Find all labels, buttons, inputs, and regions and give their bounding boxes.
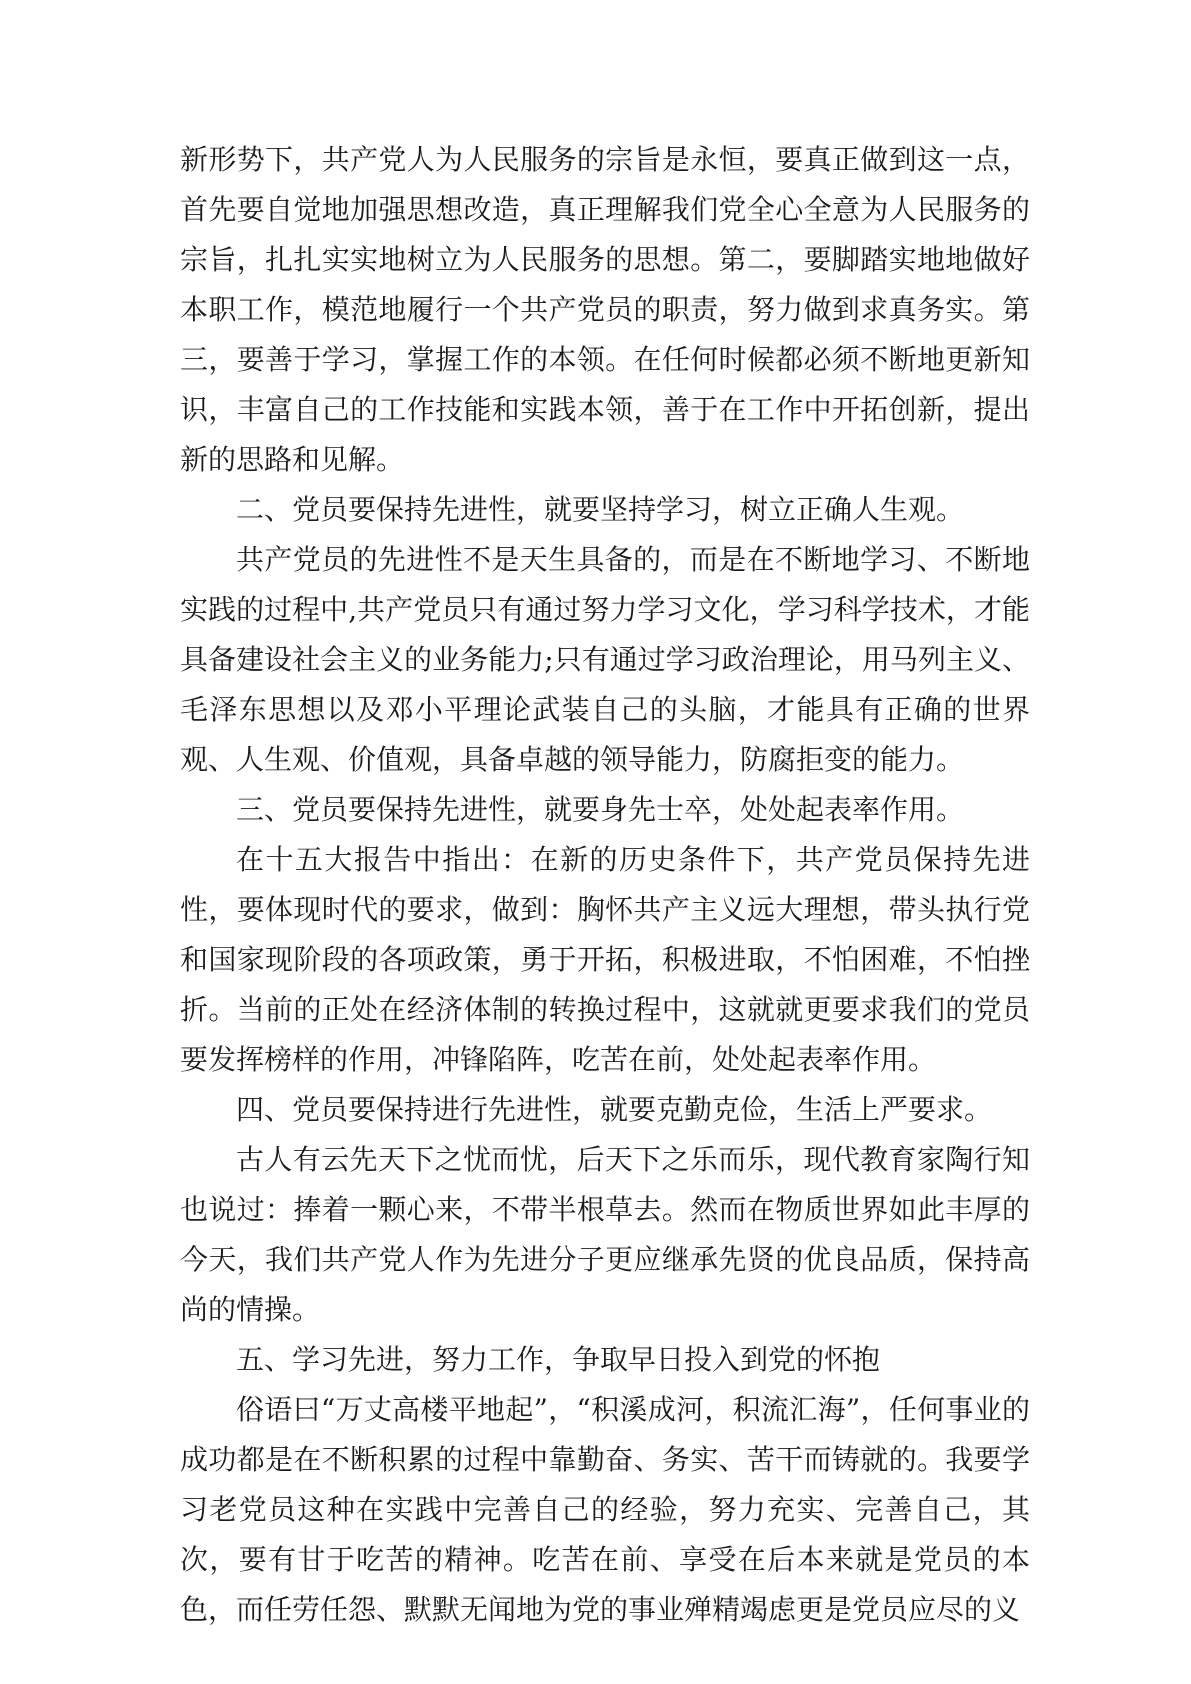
- paragraph-section-3: 在十五大报告中指出：在新的历史条件下，共产党员保持先进性，要体现时代的要求，做到：胸怀共产主义远大理想，带头执行党和国家现阶段的各项政策，勇于开拓，积极进取，不怕困难，不怕挫折。当前的正处在经济体制的转换过程中，这就就更要求我们的党员要发挥榜样的作用，冲锋陷阵，吃苦在前，处处起表率作用。: [180, 843, 1030, 1076]
- section-heading-4: 四、党员要保持进行先进性，就要克勤克俭，生活上严要求。: [236, 1093, 993, 1126]
- paragraph-section-4: 古人有云先天下之忧而忧，后天下之乐而乐，现代教育家陶行知也说过：捧着一颗心来，不带半根草去。然而在物质世界如此丰厚的今天，我们共产党人作为先进分子更应继承先贤的优良品质，保持高尚的情操。: [180, 1143, 1030, 1326]
- paragraph-section-5: 俗语曰“万丈高楼平地起”，“积溪成河，积流汇海”，任何事业的成功都是在不断积累的过程中靠勤奋、务实、苦干而铸就的。我要学习老党员这种在实践中完善自己的经验，努力充实、完善自己，其次，要有甘于吃苦的精神。吃苦在前、享受在后本来就是党员的本色，而任劳任怨、默默无闻地为党的事业殚精竭虑更是党员应尽的义: [180, 1393, 1030, 1626]
- section-heading-5: 五、学习先进，努力工作，争取早日投入到党的怀抱: [236, 1343, 881, 1376]
- paragraph-section-2: 共产党员的先进性不是天生具备的，而是在不断地学习、不断地实践的过程中,共产党员只有通过努力学习文化，学习科学技术，才能具备建设社会主义的业务能力;只有通过学习政治理论，用马列主义、毛泽东思想以及邓小平理论武装自己的头脑，才能具有正确的世界观、人生观、价值观，具备卓越的领导能力，防腐拒变的能力。: [180, 543, 1030, 776]
- paragraph-continuation: 新形势下，共产党人为人民服务的宗旨是永恒，要真正做到这一点，首先要自觉地加强思想改造，真正理解我们党全心全意为人民服务的宗旨，扎扎实实地树立为人民服务的思想。第二，要脚踏实地地做好本职工作，模范地履行一个共产党员的职责，努力做到求真务实。第三，要善于学习，掌握工作的本领。在任何时候都必须不断地更新知识，丰富自己的工作技能和实践本领，善于在工作中开拓创新，提出新的思路和见解。: [180, 143, 1030, 476]
- section-heading-2: 二、党员要保持先进性，就要坚持学习，树立正确人生观。: [236, 493, 965, 526]
- document-page: [180, 135, 1030, 1635]
- section-heading-3: 三、党员要保持先进性，就要身先士卒，处处起表率作用。: [236, 793, 965, 826]
